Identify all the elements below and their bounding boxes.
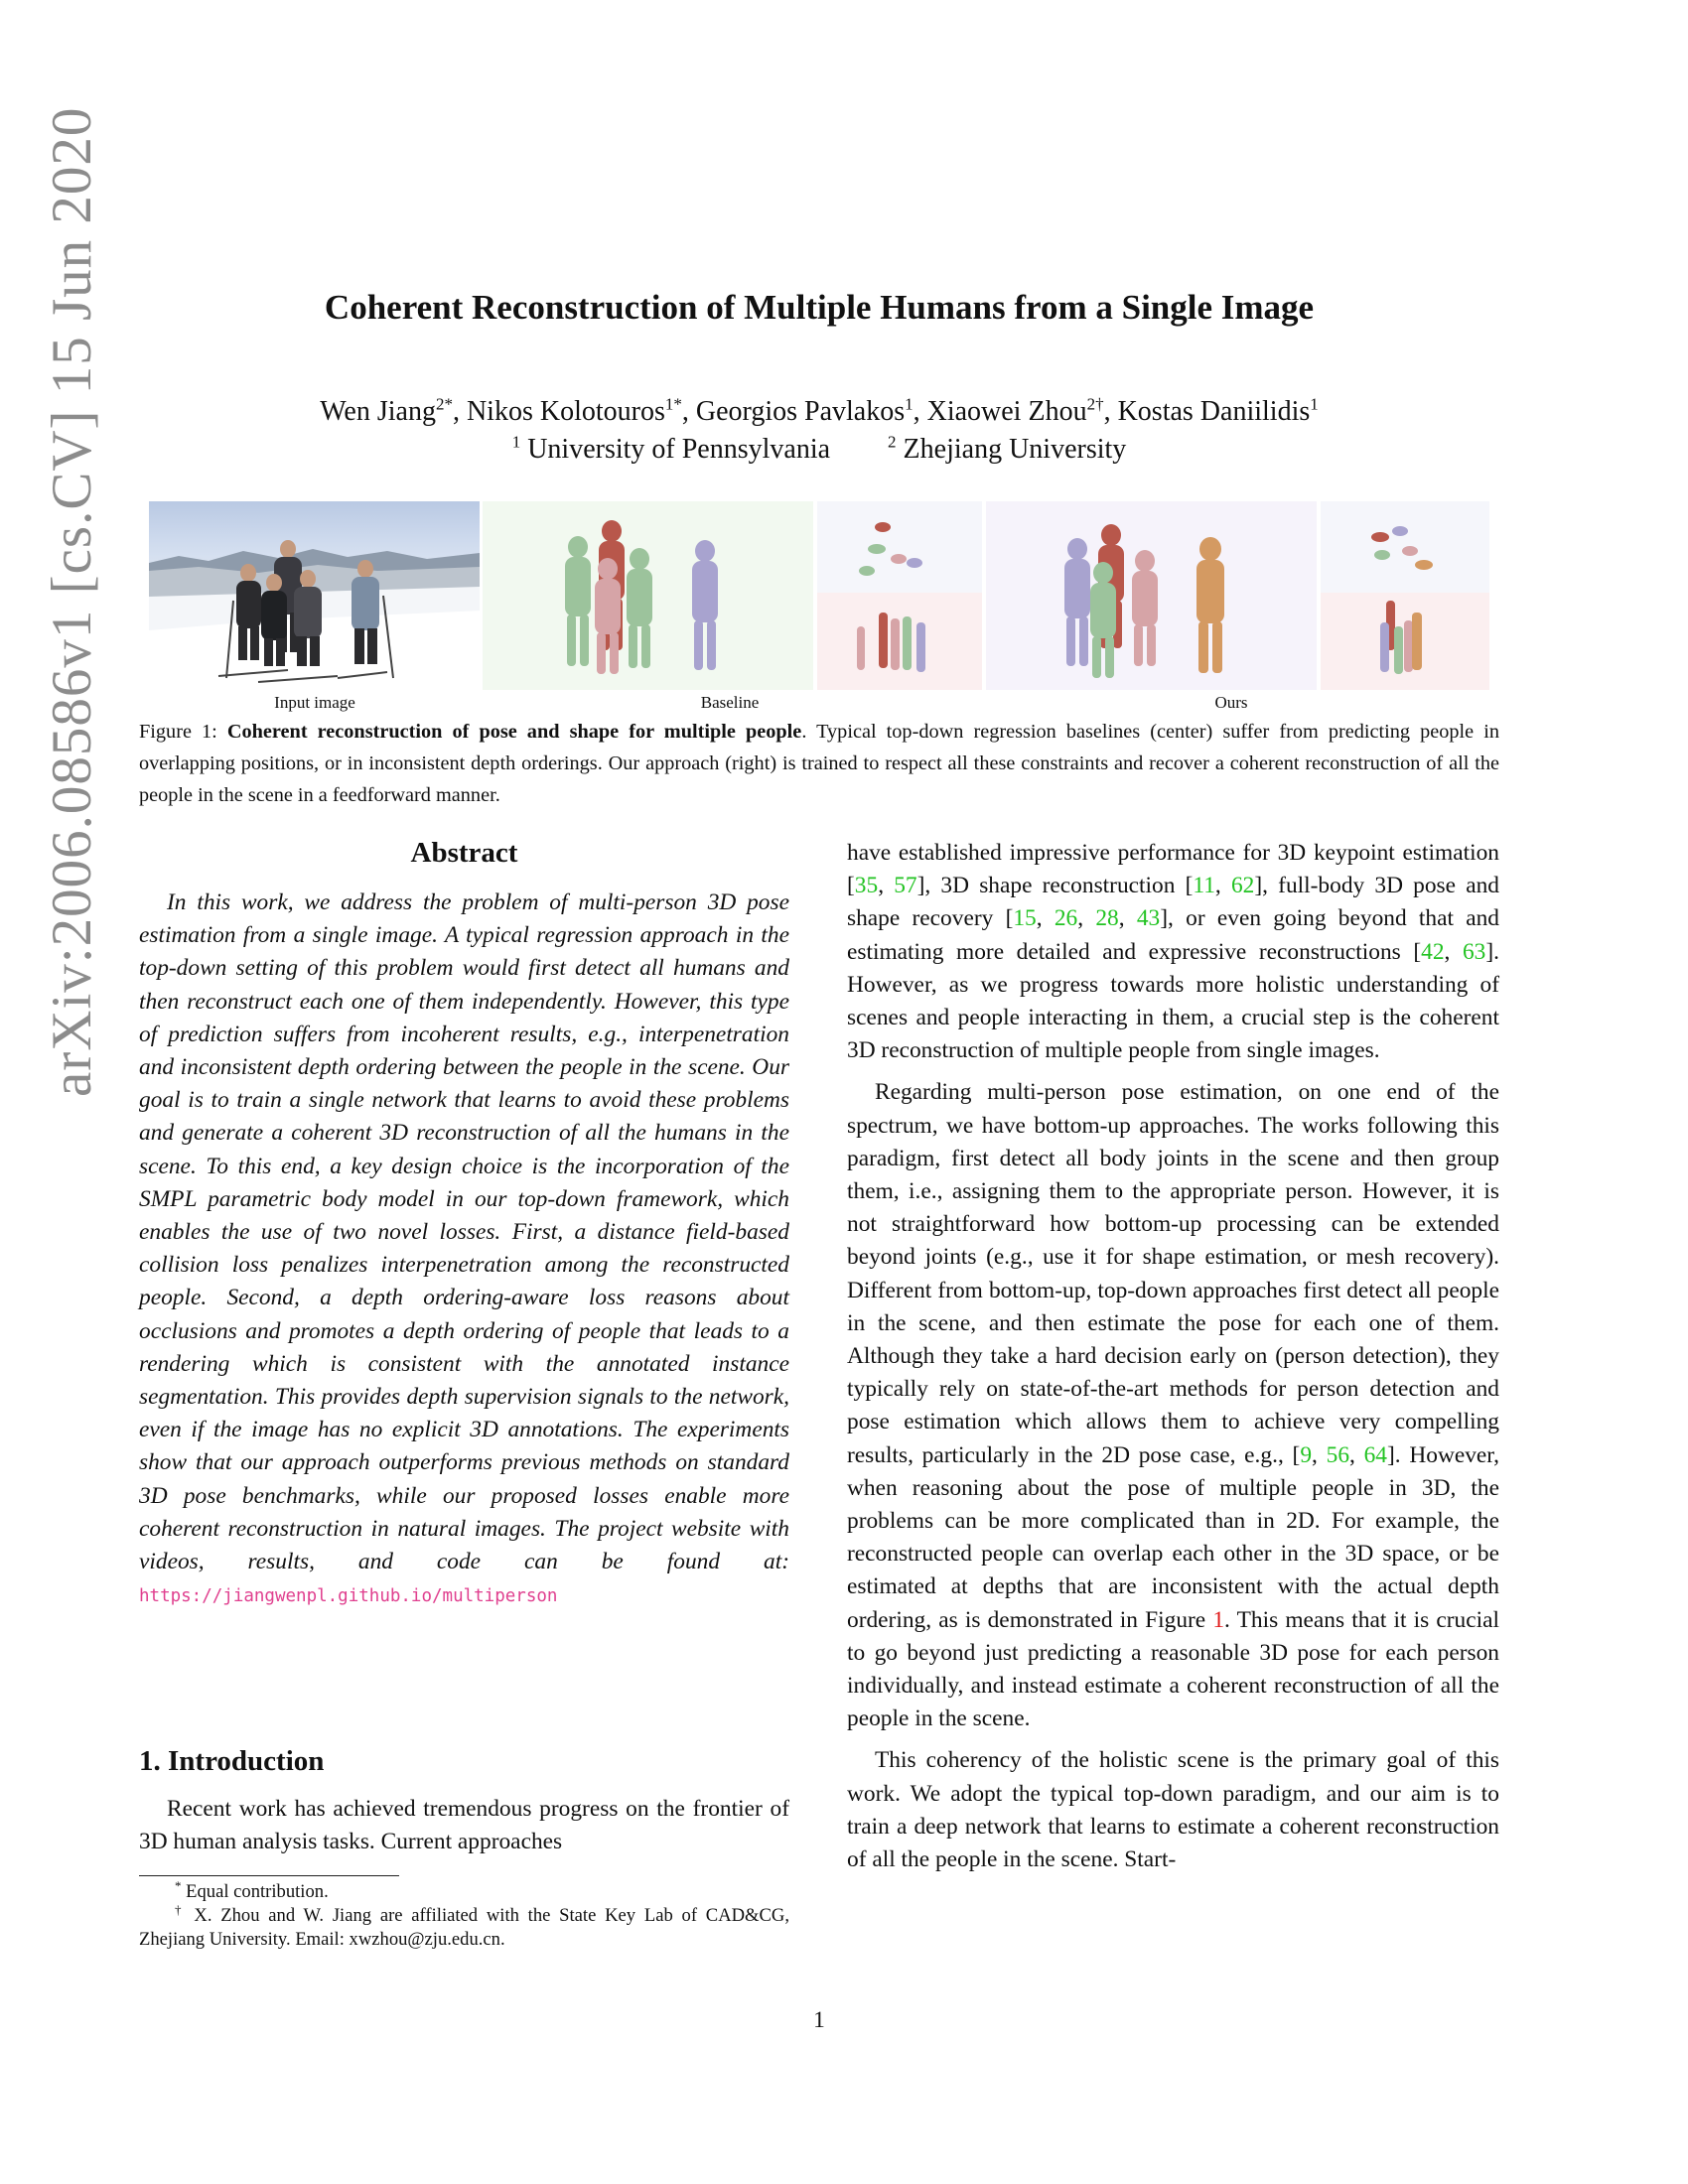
citation-link[interactable]: 42 <box>1421 938 1445 965</box>
affiliation-name: University of Pennsylvania <box>527 434 831 465</box>
footnote-affiliation: † X. Zhou and W. Jiang are affiliated with the State Key Lab of CAD&CG, Zhejiang University. Email: xwzhou@zju.edu.cn. <box>139 1901 789 1950</box>
figure-reference-link[interactable]: 1 <box>1212 1606 1225 1633</box>
citation-link[interactable]: 28 <box>1095 905 1119 932</box>
ours-top-view <box>1321 501 1489 593</box>
author-mark: 1 <box>1310 394 1319 414</box>
page-number: 1 <box>813 2007 825 2033</box>
project-url-link[interactable]: https://jiangwenpl.github.io/multiperson <box>139 1586 558 1607</box>
citation-link[interactable]: 64 <box>1363 1441 1387 1468</box>
affiliation-mark: 1 <box>511 432 521 452</box>
citation-link[interactable]: 43 <box>1136 905 1161 932</box>
footnotes <box>139 1877 789 1952</box>
author-mark: 2† <box>1086 394 1104 414</box>
author-name: Xiaowei Zhou <box>926 396 1087 427</box>
author-mark: 1 <box>905 394 914 414</box>
baseline-meshes <box>483 501 813 690</box>
label-ours: Ours <box>1214 693 1248 712</box>
citation-link[interactable]: 11 <box>1193 873 1215 899</box>
affiliation-name: Zhejiang University <box>903 434 1127 465</box>
right-column <box>847 837 1499 1885</box>
intro-heading: 1. Introduction <box>139 1745 325 1777</box>
citation-link[interactable]: 35 <box>854 873 879 899</box>
author-list: Wen Jiang$^{2*}$, Nikos Kolotouros$^{1*}$, Georgios Pavlakos$^1$, Xiaowei Zhou$^{2\dagger}$, Kostas Daniilidis$^1$ <box>320 394 1319 427</box>
citation-link[interactable]: 56 <box>1326 1441 1350 1468</box>
caption-prefix: Figure 1: <box>139 721 227 743</box>
author-name: Kostas Daniilidis <box>1117 396 1311 427</box>
citation-link[interactable]: 57 <box>894 873 917 899</box>
citation-link[interactable]: 26 <box>1054 905 1078 932</box>
label-baseline: Baseline <box>700 693 760 712</box>
baseline-side-view <box>817 593 982 690</box>
paragraph-multi-person: Regarding multi-person pose estimation, on one end of the spectrum, we have bottom-up approaches. The works following this paradigm, first detect all body joints in the scene and then group them, i.e., assigning them to the appropriate person. However, it is not straightforward how bottom-up processing can be extended beyond joints (e.g., use it for shape estimation, or mesh recovery). Different from bottom-up, top-down approaches first detect all people in the scene, and then estimate the pose for each one of them. Although they take a hard decision early on (person detection), they typically rely on state-of-the-art methods for person detection and pose estimation which allows them to achieve very compelling results, particularly in the 2D pose case, e.g., [9, 56, 64]. However, when reasoning about the pose of multiple people in 3D, the problems can be more complicated than in 2D. For example, the reconstructed people can overlap each other in the 3D space, or be estimated at depths that are inconsistent with the actual depth ordering, as is demonstrated in Figure 1. This means that it is crucial to go beyond just predicting a reasonable 3D pose for each person individually, and instead estimate a coherent reconstruction of all the people in the scene. <box>847 1079 1500 1732</box>
figure-caption <box>139 716 1499 811</box>
citation-link[interactable]: 15 <box>1013 905 1037 932</box>
figure-labels <box>149 693 1489 715</box>
footnote-equal: * Equal contribution. <box>175 1877 329 1902</box>
baseline-front-view <box>483 501 813 690</box>
figure-1 <box>149 501 1489 690</box>
arxiv-stamp-text: arXiv:2006.08586v1 [cs.CV] 15 Jun 2020 <box>41 106 103 1097</box>
citation-link[interactable]: 62 <box>1230 873 1255 899</box>
citation-link[interactable]: 63 <box>1462 938 1486 965</box>
author-name: Nikos Kolotouros <box>466 396 665 427</box>
ours-front-view <box>986 501 1317 690</box>
mesh-figure <box>565 536 591 666</box>
ours-meshes <box>986 501 1317 690</box>
baseline-top-view <box>817 501 982 593</box>
author-name: Wen Jiang <box>320 396 436 427</box>
abstract-text: In this work, we address the problem of multi-person 3D pose estimation from a single image. A typical regression approach in the top-down setting of this problem would first detect all humans and then reconstruct each one of them independently. However, this type of prediction suffers from incoherent results, e.g., interpenetration and inconsistent depth ordering between the people in the scene. Our goal is to train a single network that learns to avoid these problems and generate a coherent 3D reconstruction of all the humans in the scene. To this end, a key design choice is the incorporation of the SMPL parametric body model in our top-down framework, which enables the use of two novel losses. First, a distance field-based collision loss penalizes interpenetration among the reconstructed people. Second, a depth ordering-aware loss reasons about occlusions and promotes a depth ordering of people that leads to a rendering which is consistent with the annotated instance segmentation. This provides depth supervision signals to the network, even if the image has no explicit 3D annotations. The experiments show that our approach outperforms previous methods on standard 3D pose benchmarks, while our proposed losses enable more coherent reconstruction in natural images. The project website with videos, results, and code can be found at: <box>139 889 789 1575</box>
paper-title: Coherent Reconstruction of Multiple Humans from a Single Image <box>324 288 1315 327</box>
author-name: Georgios Pavlakos <box>695 396 906 427</box>
abstract-body <box>139 887 789 1613</box>
label-input-image: Input image <box>274 693 355 712</box>
caption-text: . Typical top-down regression baselines (center) suffer from predicting people in overlapping positions, or in inconsistent depth orderings. Our approach (right) is trained to respect all these constraints and recover a coherent reconstruction of all the people in the scene in a feedforward manner. <box>139 721 1499 806</box>
caption-bold: Coherent reconstruction of pose and shape for multiple people <box>226 721 802 743</box>
affiliation-mark: 2 <box>888 432 897 452</box>
ours-side-view <box>1321 593 1489 690</box>
input-image-panel <box>149 501 480 690</box>
input-photo <box>149 501 480 690</box>
footnote-rule <box>139 1875 399 1876</box>
abstract-heading: Abstract <box>410 837 518 869</box>
citation-link[interactable]: 9 <box>1300 1441 1313 1468</box>
paragraph-coherency: This coherency of the holistic scene is the primary goal of this work. We adopt the typical top-down paradigm, and our aim is to train a deep network that learns to estimate a coherent reconstruction of all the people in the scene. Start- <box>847 1747 1499 1873</box>
author-mark: 2* <box>435 394 453 414</box>
intro-paragraph: Recent work has achieved tremendous progress on the frontier of 3D human analysis tasks. Current approaches <box>139 1796 789 1855</box>
author-mark: 1* <box>664 394 682 414</box>
paragraph-continued: have established impressive performance for 3D keypoint estimation [35, 57], 3D shape reconstruction [11, 62], full-body 3D pose and shape recovery [15, 26, 28, 43], or even going beyond that and estimating more detailed and expressive reconstructions [42, 63]. However, as we progress towards more holistic understanding of scenes and people interacting in them, a crucial step is the coherent 3D reconstruction of multiple people from single images. <box>847 840 1500 1064</box>
affiliation-list <box>0 433 1638 467</box>
